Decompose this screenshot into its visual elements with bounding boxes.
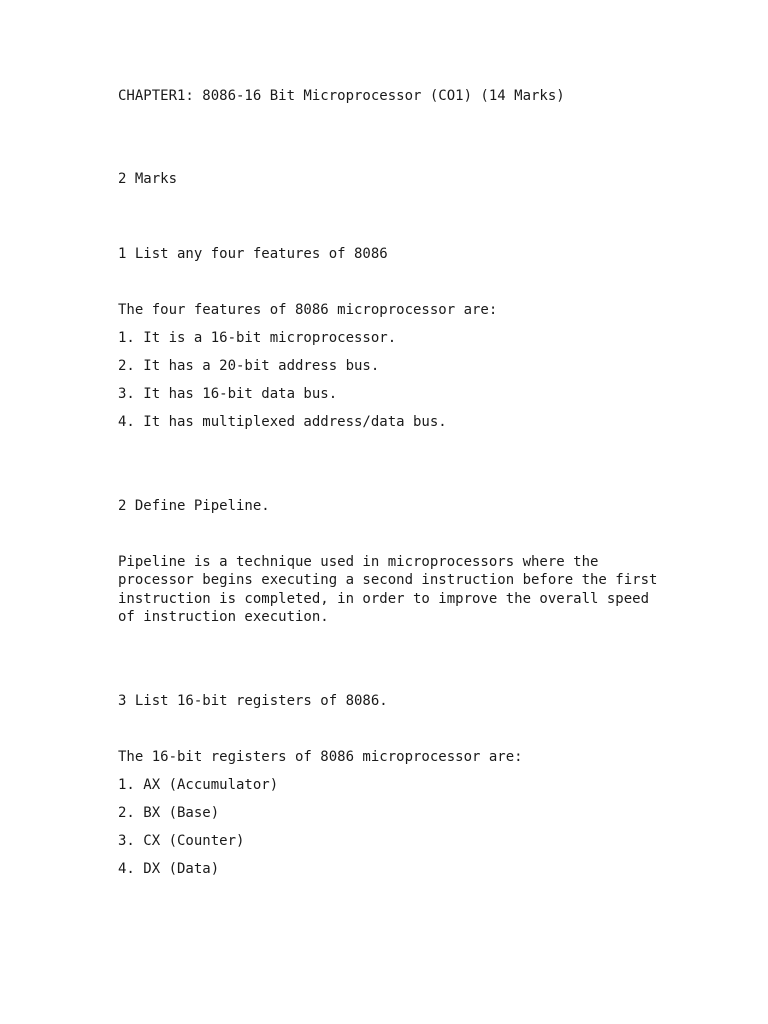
question-2: 2 Define Pipeline.: [118, 498, 270, 514]
list-item: 4. DX (Data): [118, 861, 220, 877]
answer-line: of instruction execution.: [118, 609, 329, 625]
answer-line: instruction is completed, in order to improve the overall speed: [118, 591, 650, 607]
chapter-title: CHAPTER1: 8086-16 Bit Microprocessor (CO1) (14 Marks): [118, 88, 565, 104]
list-item: 3. It has 16-bit data bus.: [118, 386, 338, 402]
list-item: 2. It has a 20-bit address bus.: [118, 358, 380, 374]
question-3: 3 List 16-bit registers of 8086.: [118, 693, 388, 709]
list-item: 3. CX (Counter): [118, 833, 245, 849]
answer-line: processor begins executing a second instruction before the first: [118, 572, 658, 588]
list-item: 2. BX (Base): [118, 805, 220, 821]
list-item: 1. It is a 16-bit microprocessor.: [118, 330, 397, 346]
answer-line: Pipeline is a technique used in microprocessors where the: [118, 554, 599, 570]
list-item: 1. AX (Accumulator): [118, 777, 279, 793]
question-3-intro: The 16-bit registers of 8086 microprocessor are:: [118, 749, 523, 765]
question-1: 1 List any four features of 8086: [118, 246, 388, 262]
section-heading: 2 Marks: [118, 171, 178, 187]
question-1-intro: The four features of 8086 microprocessor are:: [118, 302, 498, 318]
list-item: 4. It has multiplexed address/data bus.: [118, 414, 447, 430]
